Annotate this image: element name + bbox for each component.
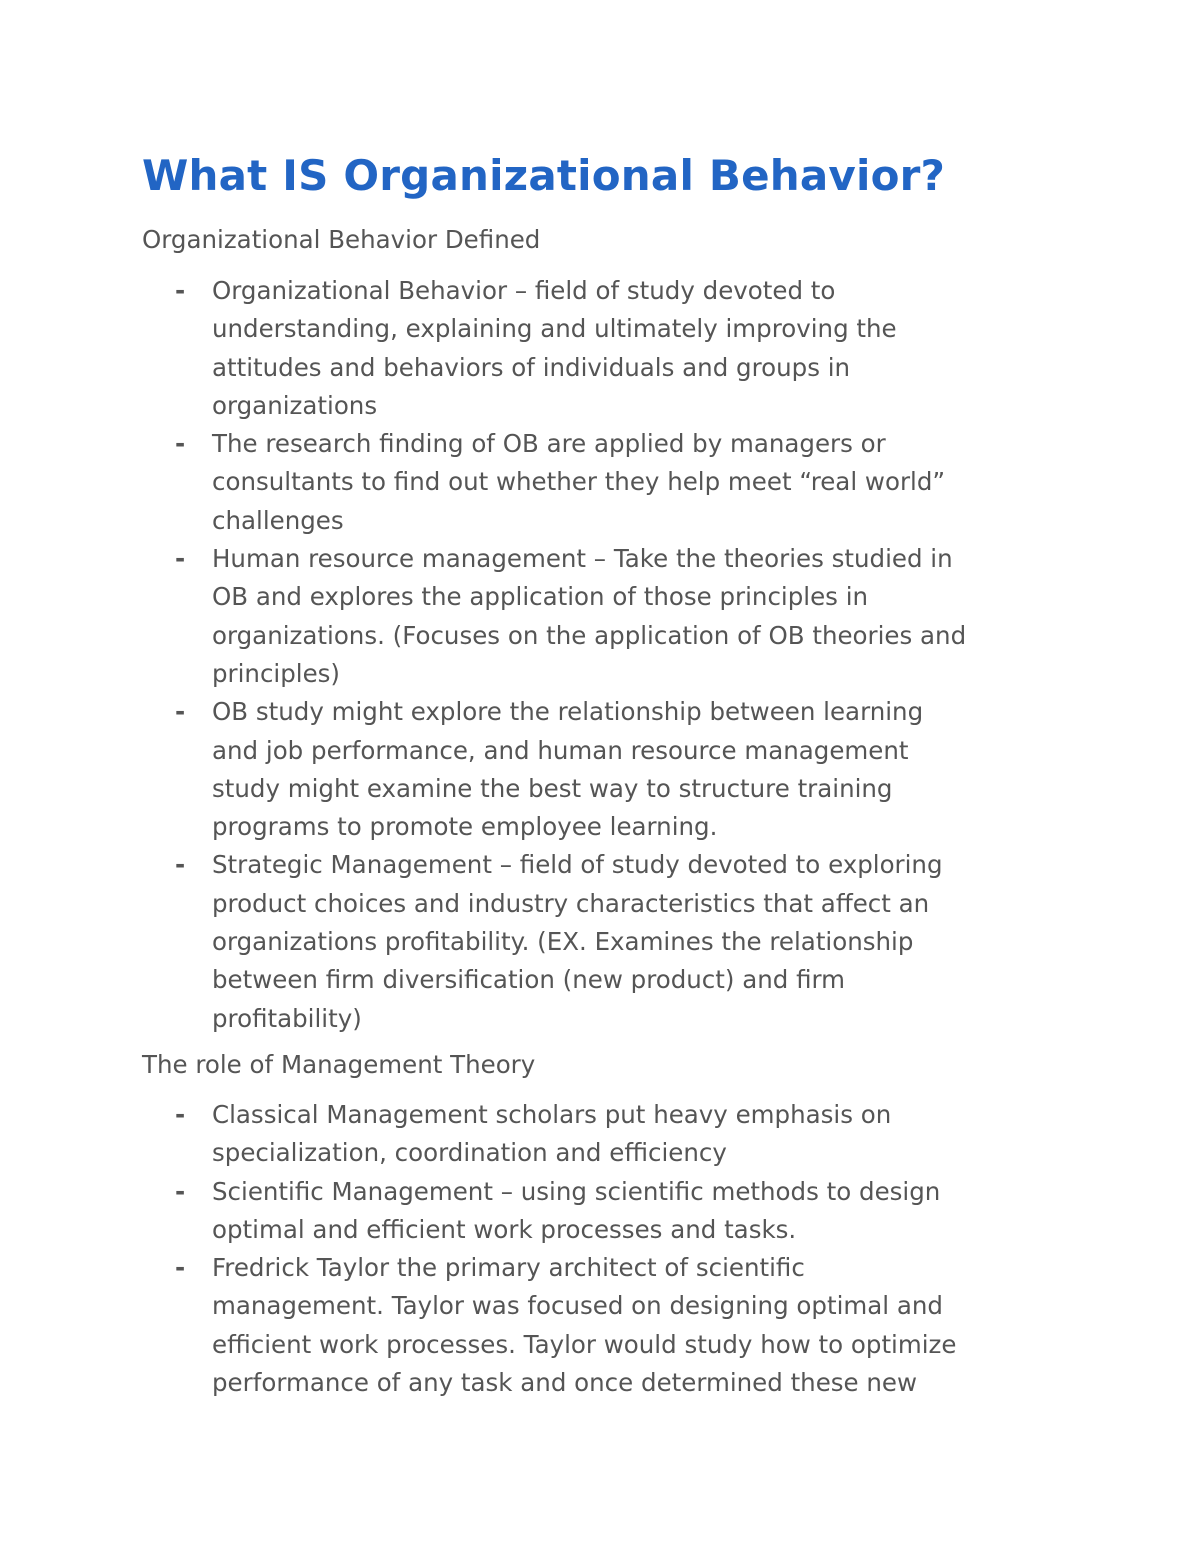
dash-bullet-icon: -: [175, 1099, 186, 1129]
list-item: [142, 425, 1062, 540]
dash-bullet-icon: -: [175, 850, 186, 880]
dash-bullet-icon: -: [175, 276, 186, 305]
list-item-text: Human resource management – Take the theories studied in OB and explores the application of those principles in organizations. (Focuses on the application of OB theories and principles): [212, 544, 967, 688]
list-item-text: Strategic Management – field of study devoted to exploring product choices and industry characteristics that affect an organizations profitability. (EX. Examines the relationship between firm diversification (new product) and firm profitability): [212, 850, 943, 1033]
list-item: [142, 693, 1062, 846]
list-item: [142, 846, 1062, 1037]
page-title: What IS Organizational Behavior?: [142, 151, 946, 200]
section-heading-ob-defined: Organizational Behavior Defined: [142, 225, 541, 254]
list-item-text: Scientific Management – using scientific methods to design optimal and efficient work processes and tasks.: [212, 1176, 941, 1244]
ob-defined-bullet-list: [142, 272, 1062, 1038]
dash-bullet-icon: -: [175, 1253, 186, 1283]
section-heading-management-theory: The role of Management Theory: [142, 1049, 536, 1079]
dash-bullet-icon: -: [175, 544, 186, 574]
list-item-text: Organizational Behavior – field of study devoted to understanding, explaining and ultimately improving the attitudes and behaviors of individuals and groups in organizations: [212, 276, 897, 420]
list-item: [142, 1173, 1062, 1250]
list-item-text: OB study might explore the relationship between learning and job performance, and human resource management study might examine the best way to structure training programs to promote employee learning.: [212, 697, 924, 842]
management-theory-bullet-list: [142, 1096, 1062, 1402]
list-item-text: The research finding of OB are applied by managers or consultants to find out whether they help meet “real world” challenges: [212, 429, 946, 535]
list-item: [142, 1096, 1062, 1173]
dash-bullet-icon: -: [175, 429, 186, 459]
list-item: [142, 540, 1062, 693]
list-item: [142, 1249, 1062, 1402]
list-item-text: Fredrick Taylor the primary architect of scientific management. Taylor was focused on designing optimal and efficient work processes. Taylor would study how to optimize performance of any task and once determined these new: [212, 1253, 957, 1398]
document-body: [142, 148, 1062, 1402]
dash-bullet-icon: -: [175, 697, 186, 727]
list-item-text: Classical Management scholars put heavy emphasis on specialization, coordination and efficiency: [212, 1099, 892, 1168]
dash-bullet-icon: -: [175, 1176, 186, 1206]
list-item: [142, 272, 1062, 425]
